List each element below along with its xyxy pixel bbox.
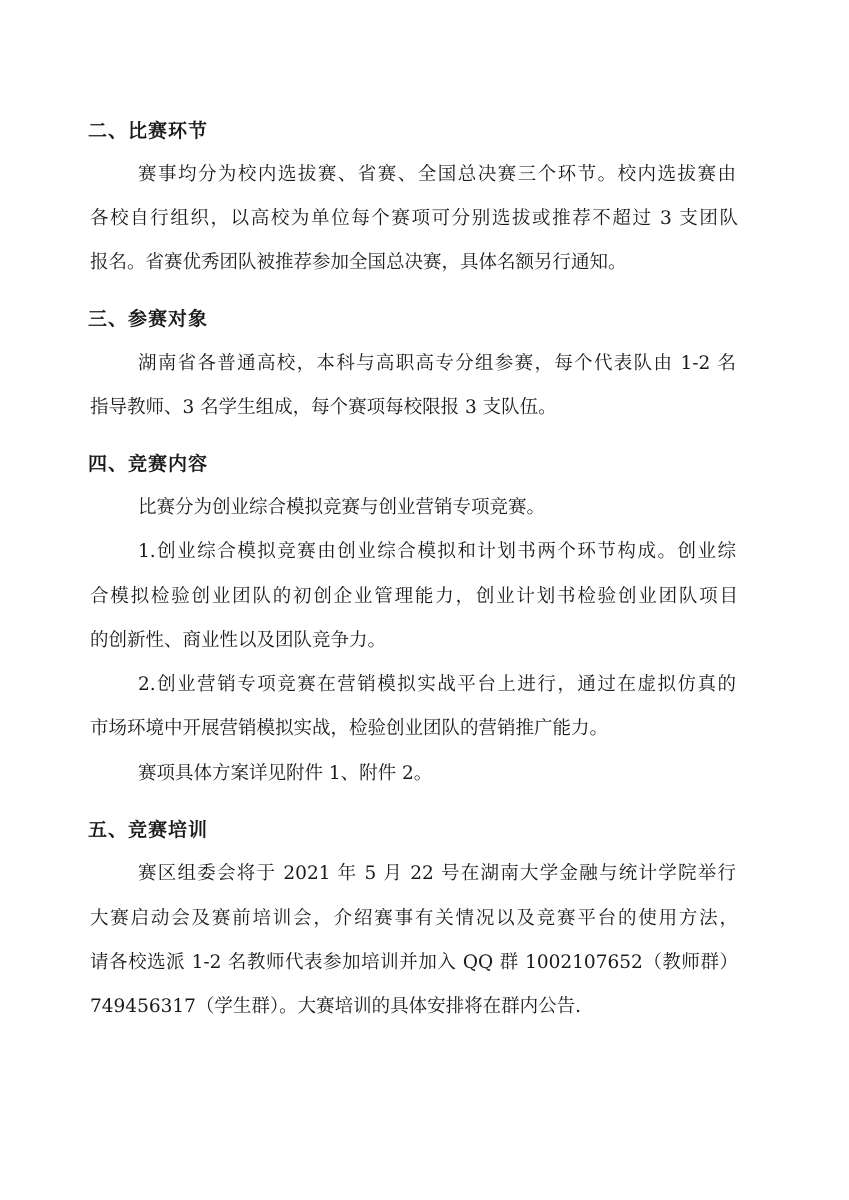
paragraph-line: 合模拟检验创业团队的初创企业管理能力，创业计划书检验创业团队项目 xyxy=(90,586,738,607)
section-heading-participants: 三、参赛对象 xyxy=(88,308,209,330)
paragraph-line: 请各校选派 1-2 名教师代表参加培训并加入 QQ 群 1002107652（教师群） xyxy=(90,952,738,973)
paragraph-line: 赛区组委会将于 2021 年 5 月 22 号在湖南大学金融与统计学院举行 xyxy=(138,863,736,884)
paragraph-line: 1.创业综合模拟竞赛由创业综合模拟和计划书两个环节构成。创业综 xyxy=(138,541,736,562)
paragraph-line: 的创新性、商业性以及团队竞争力。 xyxy=(90,630,387,651)
paragraph-line: 749456317（学生群）。大赛培训的具体安排将在群内公告. xyxy=(90,996,582,1017)
paragraph-line: 大赛启动会及赛前培训会，介绍赛事有关情况以及竞赛平台的使用方法， xyxy=(90,908,738,929)
paragraph-line: 赛事均分为校内选拔赛、省赛、全国总决赛三个环节。校内选拔赛由 xyxy=(138,164,736,185)
paragraph-line: 赛项具体方案详见附件 1、附件 2。 xyxy=(138,763,433,784)
paragraph-line: 2.创业营销专项竞赛在营销模拟实战平台上进行，通过在虚拟仿真的 xyxy=(138,674,736,695)
paragraph-line: 湖南省各普通高校，本科与高职高专分组参赛，每个代表队由 1-2 名 xyxy=(138,353,736,374)
section-heading-competition-content: 四、竞赛内容 xyxy=(88,453,209,475)
paragraph-line: 报名。省赛优秀团队被推荐参加全国总决赛，具体名额另行通知。 xyxy=(90,252,627,273)
section-heading-competition-stages: 二、比赛环节 xyxy=(88,120,209,142)
paragraph-line: 指导教师、3 名学生组成，每个赛项每校限报 3 支队伍。 xyxy=(90,397,557,418)
section-heading-training: 五、竞赛培训 xyxy=(88,819,209,841)
paragraph-line: 各校自行组织，以高校为单位每个赛项可分别选拔或推荐不超过 3 支团队 xyxy=(90,208,738,229)
paragraph-line: 比赛分为创业综合模拟竞赛与创业营销专项竞赛。 xyxy=(138,497,546,518)
paragraph-line: 市场环境中开展营销模拟实战，检验创业团队的营销推广能力。 xyxy=(90,718,609,739)
